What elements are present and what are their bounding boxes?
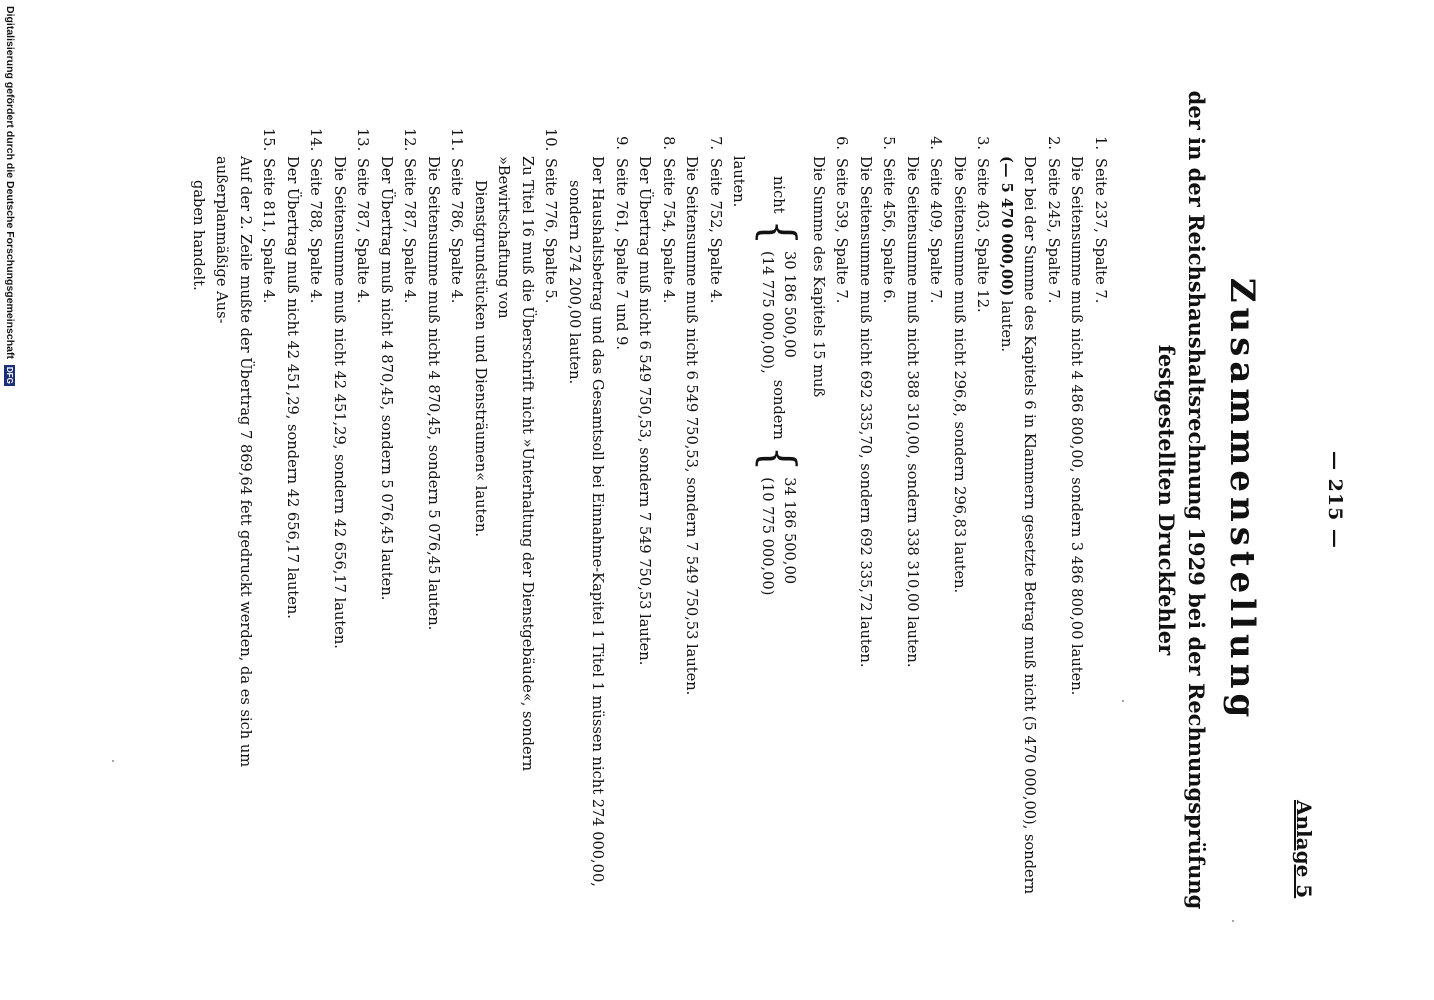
errata-entry-2	[995, 128, 1066, 898]
entry-number: 12.	[401, 128, 419, 152]
entry-number: 4.	[927, 136, 945, 150]
entry-text: Der Übertrag muß nicht 42 451,29, sondern 42 656,17 lauten.	[284, 156, 301, 619]
entry-text: Der Übertrag muß nicht 6 549 750,53, sondern 7 549 750,53 lauten.	[636, 156, 654, 666]
entry-number: 1.	[1092, 136, 1109, 150]
errata-entry-15	[187, 128, 281, 898]
entry-reference: Seite 245, Spalte 7.	[1045, 158, 1062, 304]
entry-text: Zu Titel 16 muß die Überschrift nicht »Unterhaltung der Dienstgebäude«, sondern »Bewirtschaftung von	[495, 156, 536, 772]
page-title: Zusammenstellung	[1222, 277, 1262, 723]
entry-bold-amount: (— 5 470 000,00)	[998, 156, 1015, 297]
entry-text: Die Seitensumme muß nicht 42 451,29, sondern 42 656,17 lauten.	[331, 156, 348, 649]
entry-text: Die Seitensumme muß nicht 296,8, sondern 296,83 lauten.	[951, 156, 968, 594]
entry-reference: Seite 787, Spalte 4.	[354, 158, 372, 304]
wrong-value-2: (14 775 000,00),	[759, 250, 777, 374]
entry-text: Die Summe des Kapitels 15 muß	[810, 156, 827, 398]
entry-reference: Seite 237, Spalte 7.	[1092, 158, 1109, 304]
errata-entry-7	[680, 128, 727, 898]
entry-number: 13.	[354, 128, 372, 152]
entry-text: Die Seitensumme muß nicht 388 310,00, sondern 338 310,00 lauten.	[904, 156, 921, 668]
entry-reference: Seite 539, Spalte 7.	[833, 158, 851, 304]
entry-reference: Seite 456, Spalte 6.	[880, 158, 898, 304]
wrong-values	[757, 251, 801, 374]
entry-reference: Seite 787, Spalte 4.	[401, 158, 419, 304]
entry-text-continued: sondern 274 200,00 lauten.	[566, 180, 583, 385]
entry-reference: Seite 761, Spalte 7 und 9.	[613, 158, 630, 351]
entry-reference: Seite 788, Spalte 4.	[307, 158, 325, 304]
credit-text: Digitalisierung gefördert durch die Deutsche Forschungsgemeinschaft	[4, 6, 16, 359]
errata-entry-5	[854, 128, 901, 898]
scan-speck	[1232, 920, 1234, 922]
entry-number: 8.	[660, 136, 677, 150]
entry-text: Die Seitensumme muß nicht 4 486 800,00, sondern 3 486 800,00 lauten.	[1068, 156, 1086, 696]
entry-reference: Seite 776, Spalte 5.	[542, 158, 560, 304]
errata-entry-13	[328, 128, 375, 898]
correct-value-2: (10 775 000,00)	[759, 477, 777, 596]
errata-entry-12	[375, 128, 422, 898]
entry-text: Die Seitensumme muß nicht 4 870,45, sondern 5 076,45 lauten.	[425, 156, 442, 631]
entry-number: 10.	[542, 128, 560, 152]
entry-number: 2.	[1045, 136, 1062, 150]
entry-reference: Seite 752, Spalte 4.	[707, 158, 724, 304]
sum-comparison	[751, 128, 807, 898]
errata-entry-8	[633, 128, 680, 898]
entry-reference: Seite 409, Spalte 7.	[927, 158, 945, 304]
right-brace-icon: {	[752, 445, 805, 472]
entry-text-continued: Dienstgrundstücken und Diensträumen« lauten.	[472, 180, 489, 538]
left-brace-icon: {	[752, 219, 805, 245]
entry-number: 11.	[448, 128, 466, 152]
errata-entry-9	[563, 128, 634, 898]
errata-entry-6	[727, 128, 854, 898]
errata-entry-11	[422, 128, 469, 898]
entry-number: 9.	[613, 136, 630, 150]
sondern-label: sondern	[770, 379, 788, 440]
entry-number: 14.	[307, 128, 325, 152]
dfg-logo: DFG	[5, 366, 14, 384]
correct-value-1: 34 186 500,00	[781, 477, 799, 585]
nicht-label: nicht	[770, 176, 788, 214]
digitization-credit	[4, 6, 16, 386]
entry-text: Die Seitensumme muß nicht 6 549 750,53, sondern 7 549 750,53 lauten.	[683, 156, 701, 696]
scan-speck	[1122, 700, 1124, 702]
entry-text-end: lauten.	[998, 300, 1015, 353]
entry-reference: Seite 811, Spalte 4.	[260, 158, 278, 304]
entry-number: 3.	[974, 136, 992, 150]
errata-list	[187, 128, 1113, 898]
anlage-label: Anlage 5	[1292, 800, 1316, 899]
entry-text-continued: gaben handelt.	[190, 180, 207, 291]
entry-reference: Seite 754, Spalte 4.	[660, 158, 677, 304]
entry-text: Die Seitensumme muß nicht 692 335,70, sondern 692 335,72 lauten.	[857, 156, 874, 668]
entry-text: Der Haushaltsbetrag und das Gesamtsoll bei Einnahme-Kapitel 1 Titel 1 müssen nicht 274 000,00,	[589, 156, 607, 887]
errata-entry-10	[469, 128, 563, 898]
entry-reference: Seite 786, Spalte 4.	[448, 158, 466, 304]
entry-text: Der bei der Summe des Kapitels 6 in Klammern gesetzte Betrag muß nicht (5 470 000,00), sondern	[1021, 156, 1039, 895]
errata-entry-3	[948, 128, 995, 898]
page-number: — 215 —	[1324, 451, 1346, 549]
errata-entry-1	[1065, 128, 1112, 898]
errata-entry-4	[901, 128, 948, 898]
correct-values	[757, 477, 801, 595]
subtitle-line-1: der in der Reichshaushaltsrechnung 1929 bei der Rechnungsprüfung	[1184, 90, 1209, 910]
entry-text: Der Übertrag muß nicht 4 870,45, sondern 5 076,45 lauten.	[378, 156, 395, 601]
errata-entry-14	[281, 128, 328, 898]
scan-speck	[112, 760, 114, 762]
entry-text-end: lauten.	[730, 156, 748, 208]
entry-number: 7.	[707, 136, 724, 150]
wrong-value-1: 30 186 500,00	[781, 250, 799, 358]
entry-number: 15.	[260, 128, 278, 152]
entry-number: 6.	[833, 136, 851, 150]
subtitle-line-2: festgestellten Druckfehler	[1154, 344, 1179, 656]
entry-reference: Seite 403, Spalte 12.	[974, 158, 992, 313]
entry-number: 5.	[880, 136, 898, 150]
entry-text: Auf der 2. Zeile mußte der Übertrag 7 869,64 fett gedruckt werden, da es sich um außerplanmäßige Aus-	[213, 156, 254, 768]
